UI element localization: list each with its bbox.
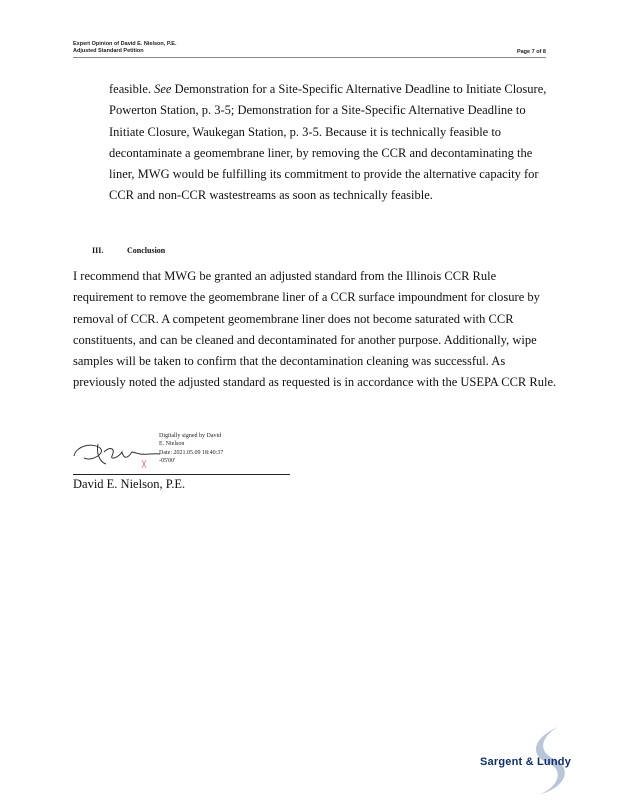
digital-signature-line: Digitally signed by David: [159, 433, 222, 439]
header-petition-title: Adjusted Standard Petition: [73, 48, 144, 54]
header-divider: [73, 57, 546, 58]
handwritten-signature: [70, 434, 162, 474]
signatory-name: David E. Nielson, P.E.: [73, 477, 186, 491]
digital-signature-date: Date: 2021.05.09 18:40:37: [159, 449, 224, 456]
header-opinion-title: Expert Opinion of David E. Nielson, P.E.: [73, 41, 177, 47]
paragraph-text-rest: Demonstration for a Site-Specific Alternative Deadline to Initiate Closure, Powerton Station, p. 3-5; Demonstration for a Site-Specific Alternative Deadline to Initiate Closure, Waukegan Station, p. 3-5. Because it is technically feasible to decontaminate a geomembrane liner, by removing the CCR and decontaminating the liner, MWG would be fulfilling its commitment to provide the alternative capacity for CCR and non-CCR wastestreams as soon as technically feasible.: [109, 82, 547, 203]
page-header-left: [73, 41, 177, 55]
section-title: Conclusion: [127, 246, 166, 255]
section-number: III.: [92, 246, 104, 255]
company-logo-text: Sargent & Lundy: [480, 756, 572, 768]
digital-signature-line: E. Nielson: [159, 441, 185, 448]
digital-signature-offset: -05'00': [159, 457, 176, 464]
page-number: Page 7 of 8: [516, 49, 546, 55]
digital-signature-block: [159, 432, 244, 465]
continued-paragraph: [109, 79, 559, 207]
paragraph-text-start: feasible.: [109, 82, 155, 96]
see-citation-signal: See: [154, 82, 172, 96]
conclusion-paragraph: I recommend that MWG be granted an adjusted standard from the Illinois CCR Rule requirement to remove the geomembrane liner of a CCR surface impoundment for closure by removal of CCR. A competent geomembrane liner does not become saturated with CCR constituents, and can be cleaned and decontaminated for another purpose. Additionally, wipe samples will be taken to confirm that the decontamination cleaning was successful. As previously noted the adjusted standard as requested is in accordance with the USEPA CCR Rule.: [73, 269, 557, 390]
signature-line: [73, 474, 290, 475]
